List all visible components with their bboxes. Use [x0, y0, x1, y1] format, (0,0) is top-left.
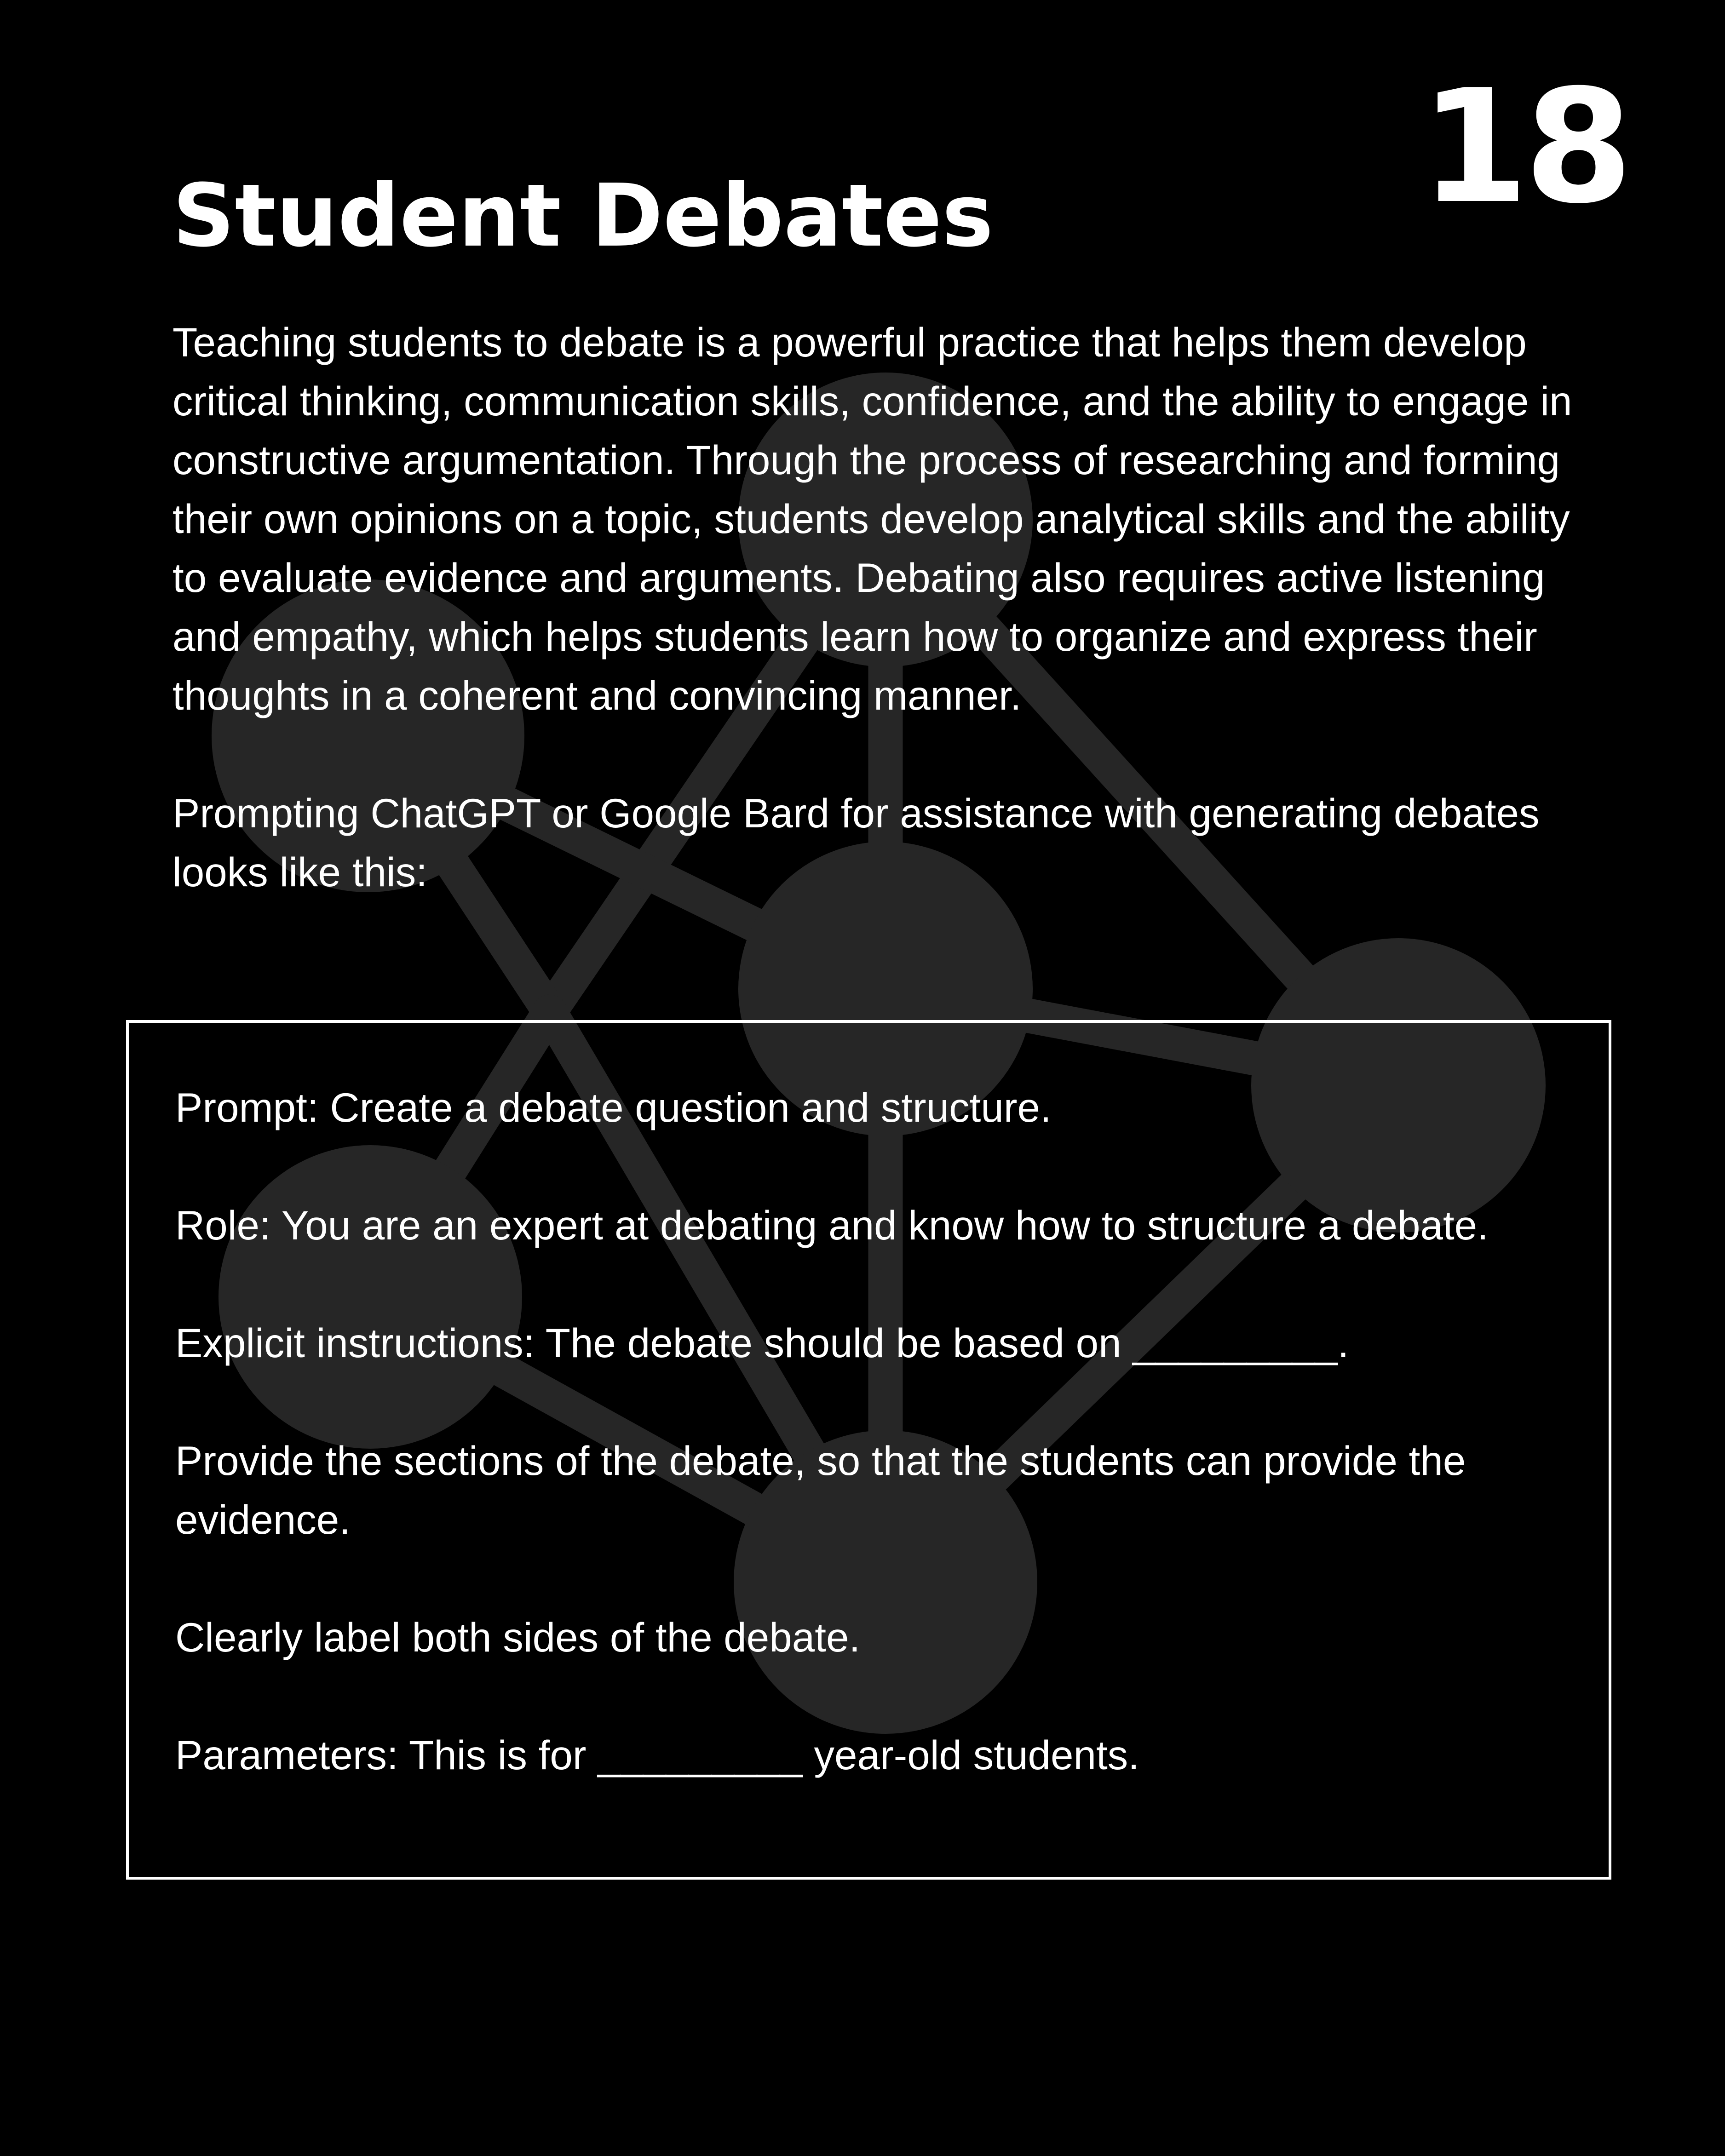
role-line: Role: You are an expert at debating and know how to structure a debate. [175, 1202, 1489, 1248]
instructions-line: Explicit instructions: The debate should be based on _________. [175, 1320, 1349, 1366]
intro-text [172, 313, 1576, 960]
intro-paragraph: Teaching students to debate is a powerful practice that helps them develop critical thinking, communication skills, confidence, and the ability to engage in constructive argumentation. Through the process of researching and forming their own opinions on a topic, students develop analytical skills and the ability to evaluate evidence and arguments. Debating also requires active listening and empathy, which helps students learn how to organize and express their thoughts in a coherent and convincing manner. [172, 319, 1572, 718]
intro-paragraph: Prompting ChatGPT or Google Bard for assistance with generating debates looks like this: [172, 790, 1540, 895]
prompt-template-lines [175, 1078, 1560, 1843]
sections-line: Provide the sections of the debate, so that the students can provide the evidence. [175, 1438, 1466, 1542]
page-number: 18 [1420, 56, 1628, 238]
label-sides-line: Clearly label both sides of the debate. [175, 1614, 861, 1660]
prompt-line: Prompt: Create a debate question and structure. [175, 1084, 1052, 1130]
page-title: Student Debates [172, 166, 994, 266]
prompt-template-box [126, 1020, 1611, 1880]
parameters-line: Parameters: This is for _________ year-old students. [175, 1732, 1139, 1778]
